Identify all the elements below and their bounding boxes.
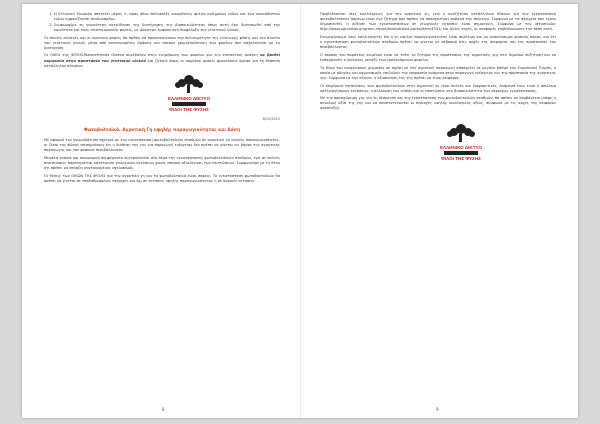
paragraph: Προβλέπονται νέες καλλιέργειες για την αγροτική γη, ενώ η αναζήτηση κατάλληλων θέσεων για την εγκατάσταση φωτοβολταϊκών πάρκων είναι ένα ζήτημα που πρέπει να απασχολήσει σοβαρά την πολιτεία. Σύμφωνα με τα στοιχεία που έχουν δημοσιευθεί, η αύξηση των εγκαταστάσεων σε γεωργικές εκτάσεις είναι σημαντική. Σύμφωνα με την ιστοσελίδα: http://www.agronews.gr/green-report/fotovoltaika-parka/item/4531/ και άλλες πηγές, οι αναφορές επιβεβαιώνουν την τάση αυτή. bbox=[320, 12, 556, 32]
paragraph: Μεγάλα τοπικά και οικονομικά συμφέροντα συγκρούονται στο θέμα της εγκατάστασης φωτοβολταϊκών σταθμών, ενώ σε πολλές περιπτώσεις παρατηρείται κατάτμηση γεωργικών εκτάσεων χωρίς επαρκή αξιολόγηση των επιπτώσεων. Συμφωνούμε με τη θέση ότι πρέπει να υπάρξει συντονισμένος σχεδιασμός. bbox=[44, 155, 280, 170]
page-gutter bbox=[300, 4, 301, 418]
tree-icon bbox=[447, 124, 475, 142]
paragraph: Οι επιμέρους επιπτώσεις των φωτοβολταϊκών στην αγροτική γη είναι πολλές και διαφορετικές. Ανάμεσά τους είναι η απώλεια καλλιεργήσιμων εκτάσεων, η αλλοίωση του τοπίου και οι επιπτώσεις στη βιοποικιλότητα των περιοχών εγκατάστασης. bbox=[320, 83, 556, 93]
paragraph: Το θέμα του ενεργειακού μίγματος σε σχέση με την αγροτική παραγωγή απασχολεί σε μεγάλο βαθμό την Ευρωπαϊκή Ένωση, η οποία με οδηγίες και κανονισμούς επιδιώκει την ισορροπία ανάμεσα στην παραγωγή ενέργειας και την προστασία της αγροτικής γης. Σύμφωνα με την οδηγία, η αξιοποίηση της γης πρέπει να είναι αειφόρος. bbox=[320, 65, 556, 80]
intro-list bbox=[44, 12, 280, 33]
list-item: 2. Συμφωνούμε τη γενικότερη κατεύθυνση της διατήρησης της βιοποικιλότητας όπως αυτή έχει διατυπωθεί από την κοινότητα και τους επιστημονικούς φορείς, με ιδιαίτερη έμφαση στη διαφύλαξη του γενετικού υλικού. bbox=[54, 23, 280, 33]
logo-text-line1: ΕΛΛΗΝΙΚΟ ΔΙΚΤΥΟ bbox=[439, 144, 483, 150]
left-page bbox=[44, 12, 280, 410]
network-logo bbox=[438, 124, 484, 164]
network-logo bbox=[166, 75, 212, 115]
paragraph: Ενημερώνουμε τους καλλιεργητές ότι η γη υψηλής παραγωγικότητας είναι πολύτιμη και μη ανανεώσιμος φυσικός πόρος, και ότι η εγκατάσταση φωτοβολταϊκών σταθμών πρέπει να γίνεται με σεβασμό στις αρχές της αειφορίας και της προστασίας του περιβάλλοντος. bbox=[320, 34, 556, 50]
paragraph: Με αφορμή την γνωμοδότηση σχετικά με την εγκατάσταση φωτοβολταϊκών σταθμών σε αγροτική γη υψηλής παραγωγικότητας, οι Οίκοι της Φύσης επισημαίνουν ότι η διάθεση της γης για παραγωγή ενέργειας δεν πρέπει να γίνεται εις βάρος της αγροτικής παραγωγής και του φυσικού περιβάλλοντος. bbox=[44, 137, 280, 153]
paragraph bbox=[44, 53, 280, 68]
paragraph: Με την παραχώρηση γης για τη δέσμευση και την εγκατάσταση των φωτοβολταϊκών σταθμών, θα πρέπει να λαμβάνεται υπόψη η συνολική αξία της γης και να προστατεύονται οι περιοχές υψηλής οικολογικής αξίας, σύμφωνα με τις αρχές της αειφόρου ανάπτυξης. bbox=[320, 96, 556, 111]
paragraph: Ο σκοπός του παρόντος κειμένου είναι να τεθεί το ζήτημα της προστασίας της αγροτικής γης στη δημόσια συζήτηση και να ενθαρρυνθεί ο διάλογος μεταξύ των εμπλεκόμενων φορέων. bbox=[320, 52, 556, 62]
page-number: 9 bbox=[436, 406, 439, 412]
paragraph-text: Οι ΟΙΚΟΙ της ΦΥΣΗΣ/Naturefriends Greece συνέβαλαν στην ενημέρωση των φορέων για την επιτακτική ανάγκη bbox=[44, 53, 260, 58]
tree-icon bbox=[175, 75, 203, 93]
highlighted-text: να βρεθεί συμφωνία στην προστασία του γενετικού υλικού bbox=[44, 53, 280, 63]
logo-text-line2: ΦΙΛΟΙ ΤΗΣ ΦΥΣΗΣ bbox=[169, 106, 209, 112]
paragraph: Οι θέσεις των ΟΙΚΩΝ ΤΗΣ ΦΥΣΗΣ για την αγροτική γη και τα φωτοβολταϊκά είναι σαφείς: Το εγκατάσταση φωτοβολταϊκών θα πρέπει να γίνεται σε υποβαθμισμένες περιοχές και όχι σε εκτάσεις υψηλής παραγωγικότητας ή σε δασικές εκτάσεις. bbox=[44, 173, 280, 183]
right-page bbox=[320, 12, 556, 410]
paragraph-text: και ζητούν όπως οι αρμόδιοι φορείς φροντίσουν άμεσα για τη θέσπιση κατάλληλου πλαισίου. bbox=[44, 58, 281, 68]
page-number: 8 bbox=[162, 406, 165, 412]
list-item: 1. Η Ελληνική Χλωρίδα αποτελεί μέρος τ...ορας όπου πολλαπλές οικογένειες φυτών ενδημικών ειδών και των ασυνήθιστων ειδών εμφανίζονται συνδυασμένα. bbox=[54, 12, 280, 22]
logo-text-line2: ΦΙΛΟΙ ΤΗΣ ΦΥΣΗΣ bbox=[441, 155, 481, 161]
logo-text-line1: ΕΛΛΗΝΙΚΟ ΔΙΚΤΥΟ bbox=[167, 95, 211, 101]
document-spread bbox=[22, 4, 578, 418]
section-heading: Φωτοβολταϊκά, Αγροτική Γη υψηλής παραγωγικότητας και Δάση bbox=[83, 127, 241, 133]
date-stamp: 6/12/2012 bbox=[262, 116, 280, 121]
paragraph: Οι πολλές αλλαγές και οι κρατικοί φορείς θα πρέπει να προστατεύσουν την πολυτιμότητα της ελληνικής φύσης και τον πλούτο του γενετικού υλικού, μέσα από συντονισμένες δράσεις και επαρκή χρηματοδότηση των φορέων που ασχολούνται με τη διατήρηση. bbox=[44, 35, 280, 50]
